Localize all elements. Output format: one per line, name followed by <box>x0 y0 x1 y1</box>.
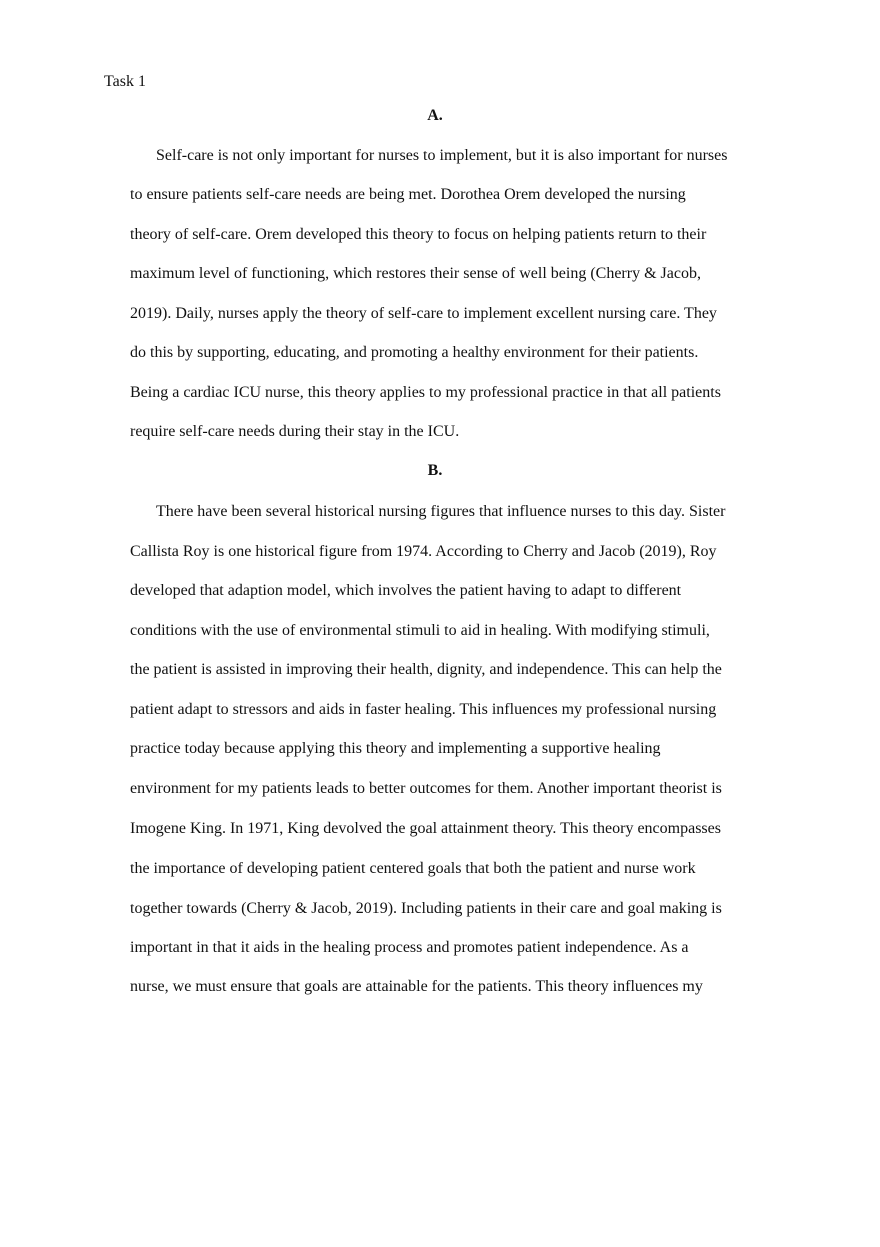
paragraph-line: maximum level of functioning, which restores their sense of well being (Cherry & Jacob, <box>130 265 701 282</box>
paragraph-line: 2019). Daily, nurses apply the theory of self-care to implement excellent nursing care. They <box>130 305 717 322</box>
paragraph-line: together towards (Cherry & Jacob, 2019). Including patients in their care and goal making is <box>130 900 722 917</box>
paragraph-line: require self-care needs during their stay in the ICU. <box>130 423 460 440</box>
paragraph-line: do this by supporting, educating, and promoting a healthy environment for their patients. <box>130 344 699 361</box>
paragraph-line: environment for my patients leads to better outcomes for them. Another important theorist is <box>130 780 722 797</box>
paragraph-line: the patient is assisted in improving their health, dignity, and independence. This can help the <box>130 661 722 678</box>
page-header: Task 1 <box>104 73 146 90</box>
paragraph-line: patient adapt to stressors and aids in faster healing. This influences my professional nursing <box>130 701 717 718</box>
paragraph-line: nurse, we must ensure that goals are attainable for the patients. This theory influences my <box>130 978 703 995</box>
paragraph-line: important in that it aids in the healing process and promotes patient independence. As a <box>130 939 689 956</box>
paragraph-line: practice today because applying this theory and implementing a supportive healing <box>130 740 661 757</box>
section-heading-b: B. <box>427 462 443 479</box>
paragraph-line: Imogene King. In 1971, King devolved the goal attainment theory. This theory encompasses <box>130 820 721 837</box>
paragraph-line: There have been several historical nursing figures that influence nurses to this day. Sister <box>156 503 726 520</box>
paragraph-line: Being a cardiac ICU nurse, this theory applies to my professional practice in that all patients <box>130 384 721 401</box>
paragraph-line: conditions with the use of environmental stimuli to aid in healing. With modifying stimuli, <box>130 622 710 639</box>
section-heading-a: A. <box>427 107 443 124</box>
paragraph-line: developed that adaption model, which involves the patient having to adapt to different <box>130 582 682 599</box>
paragraph-line: Callista Roy is one historical figure from 1974. According to Cherry and Jacob (2019), Roy <box>130 543 717 560</box>
paragraph-line: to ensure patients self-care needs are being met. Dorothea Orem developed the nursing <box>130 186 686 203</box>
paragraph-line: Self-care is not only important for nurses to implement, but it is also important for nurses <box>156 147 728 164</box>
paragraph-line: theory of self-care. Orem developed this theory to focus on helping patients return to their <box>130 226 707 243</box>
paragraph-line: the importance of developing patient centered goals that both the patient and nurse work <box>130 860 696 877</box>
